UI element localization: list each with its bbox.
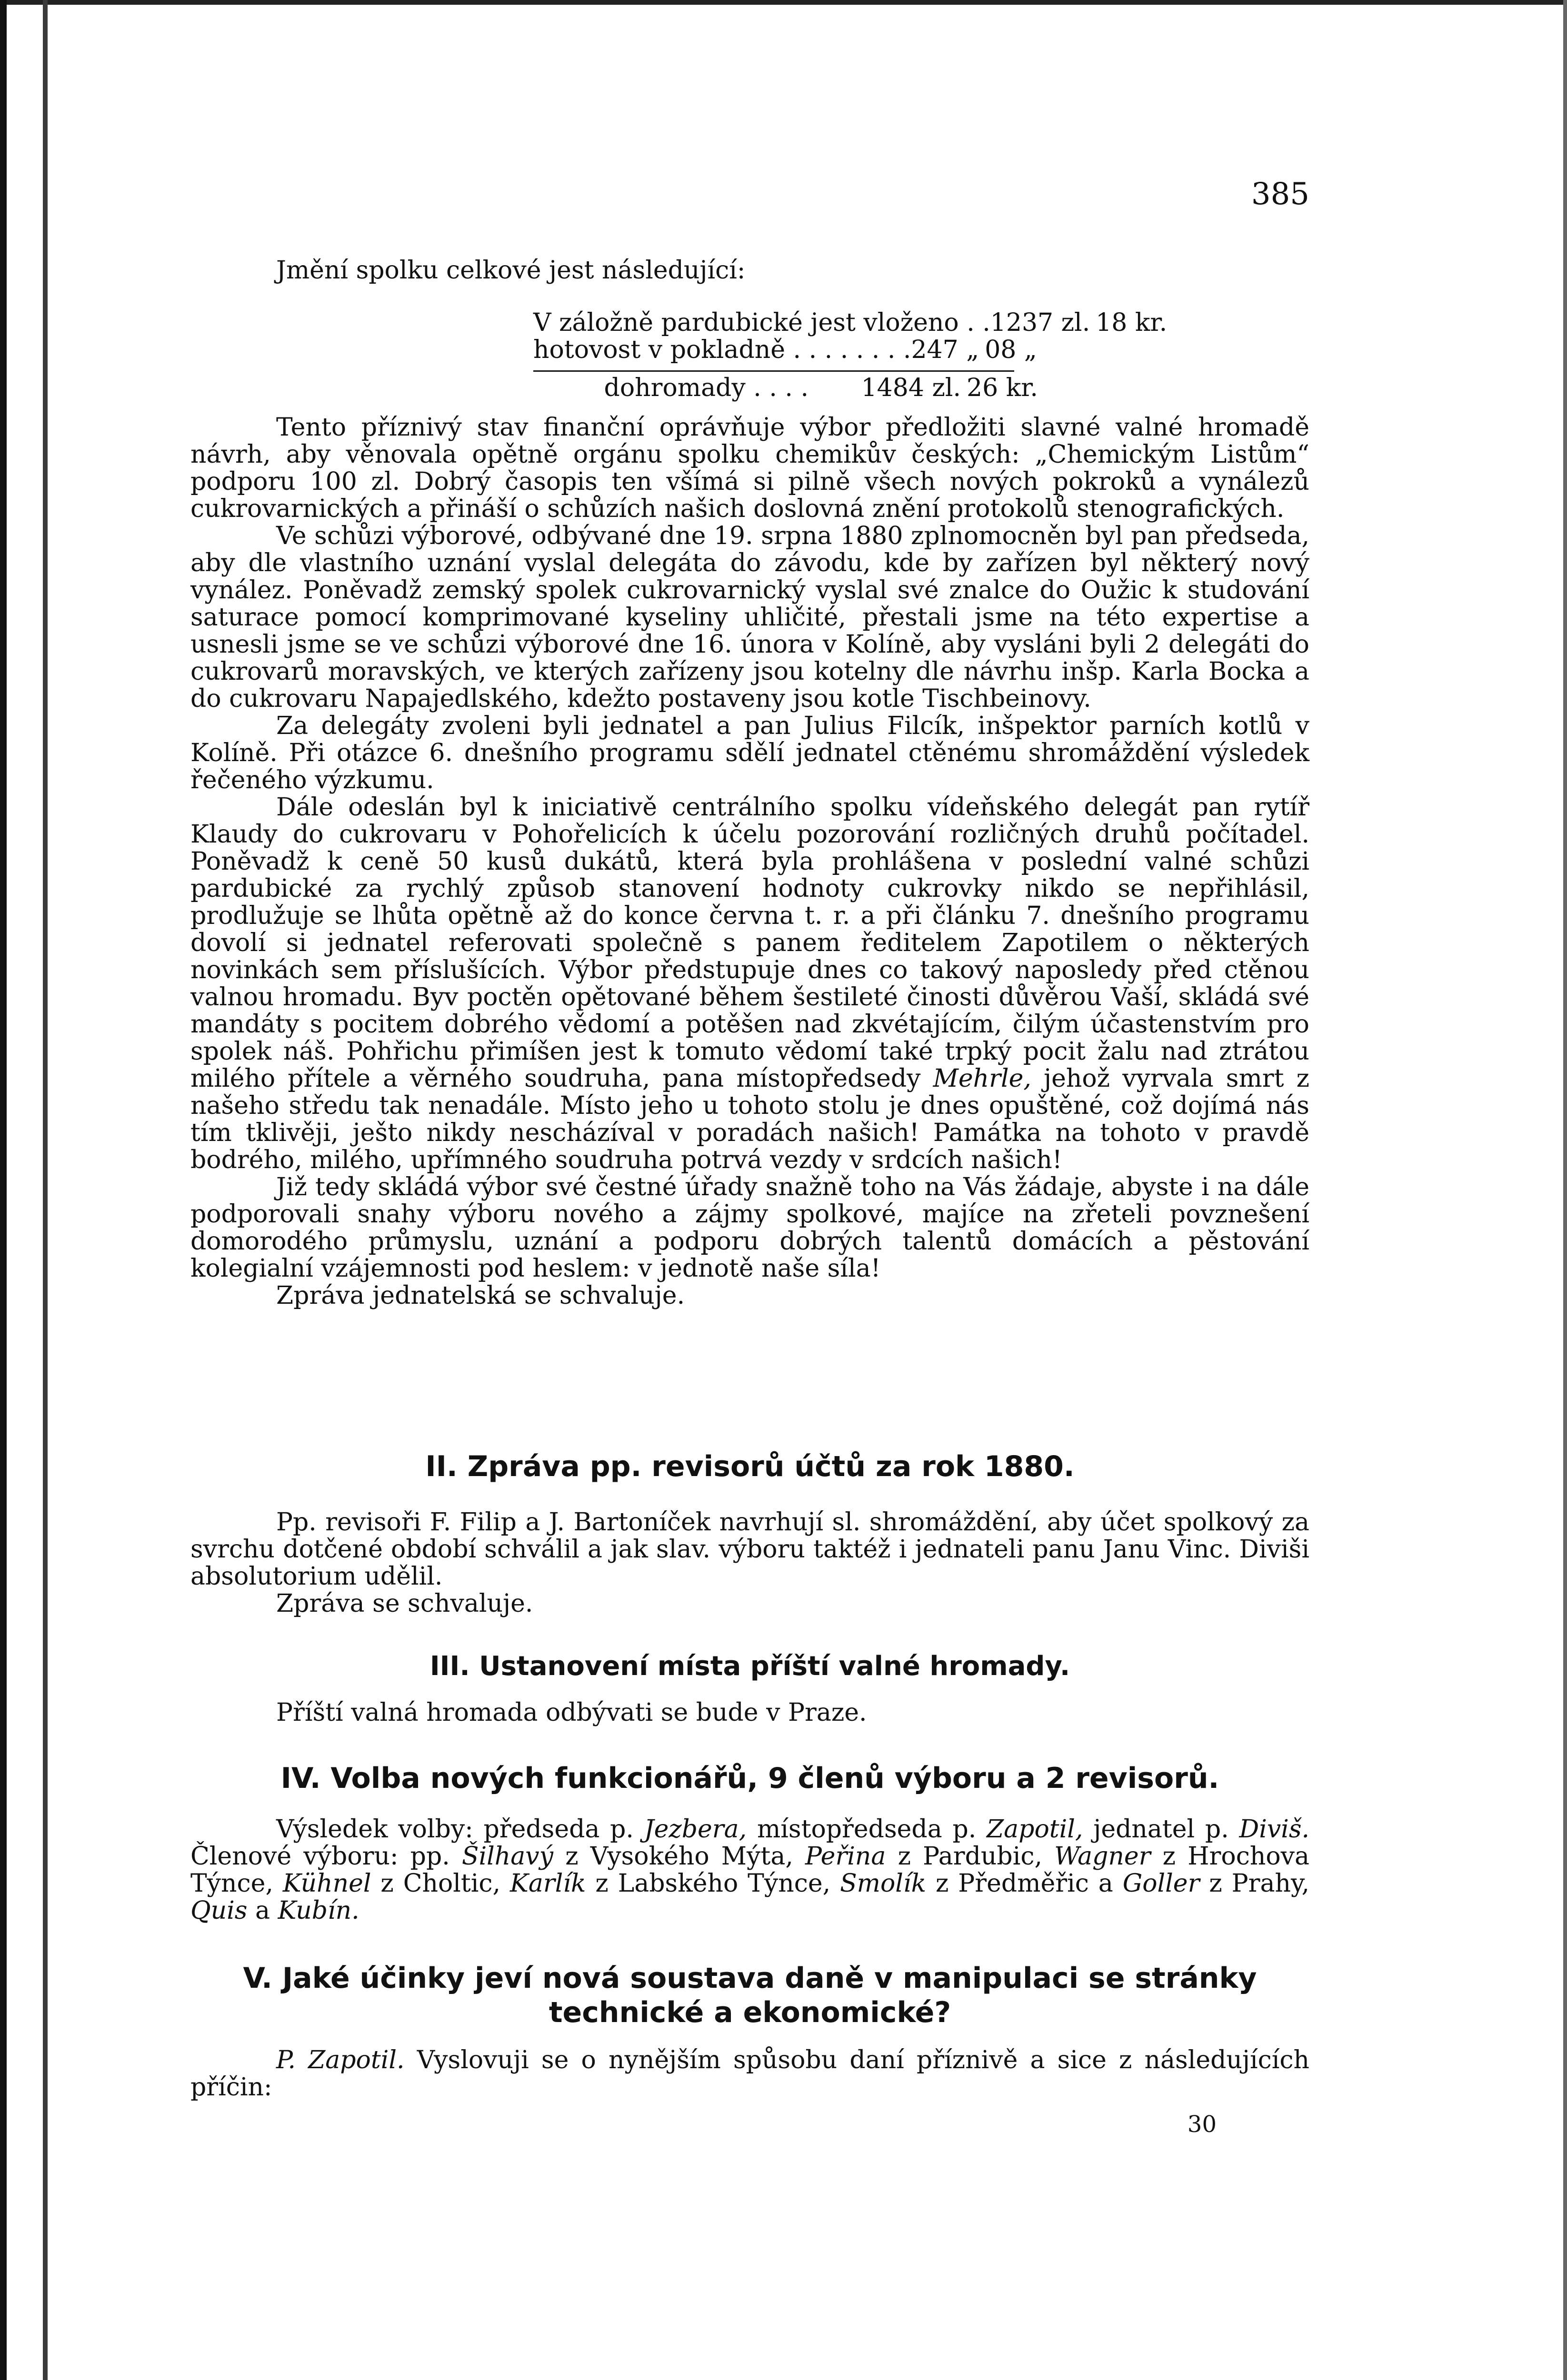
assets-row-unit: 08 „: [985, 336, 1037, 364]
section-5-body: [190, 2047, 1309, 2101]
heading-line: V. Jaké účinky jeví nová soustava daně v manipulaci se stránky: [243, 1962, 1257, 1995]
paragraph-text: z Předměřic a: [935, 1869, 1113, 1898]
assets-total-row: [533, 370, 1038, 402]
section-2-body: [190, 1509, 1309, 1617]
paragraph-text: Členové výboru: pp.: [190, 1842, 450, 1871]
paragraph-text: z Vysokého Mýta,: [565, 1842, 793, 1871]
assets-row-amount: 247 „: [911, 336, 979, 364]
person-name: Goller: [1122, 1869, 1200, 1898]
paragraph-text: jednatel p.: [1093, 1815, 1229, 1844]
paragraph: Tento příznivý stav finanční oprávňuje výbor předložiti slavné valné hromadě návrh, aby věnovala opětně orgánu spolku chemikův českých: „Chemickým Listům“ podporu 100 zl. Dobrý časopis ten všímá si pilně všech nových pokroků a vynálezů cukrovarnických a přináší o schůzích našich doslovná znění protokolů stenografických.: [190, 413, 1309, 523]
assets-total-amount: 1484 zl.: [861, 374, 961, 402]
paragraph: [190, 794, 1309, 1174]
paragraph: Zpráva jednatelská se schvaluje.: [276, 1281, 685, 1310]
paragraph: Příští valná hromada odbývati se bude v Praze.: [276, 1698, 867, 1727]
paragraph: Za delegáty zvoleni byli jednatel a pan Julius Filcík, inšpektor parních kotlů v Kolíně. Při otázce 6. dnešního programu sdělí jednatel ctěnému shromáždění výsledek řečeného výzkumu.: [190, 712, 1309, 794]
scan-edge-left: [0, 0, 7, 2380]
paragraph-text: z Hrochova Týnce,: [190, 1842, 1309, 1898]
assets-row: [533, 308, 1168, 337]
page-number: 385: [1251, 177, 1309, 212]
heading-section-2: II. Zpráva pp. revisorů účtů za rok 1880.: [425, 1450, 1075, 1483]
paragraph-text: z Choltic,: [380, 1869, 501, 1898]
paragraph-text: Výsledek volby: předseda p.: [276, 1815, 634, 1844]
paragraph: Ve schůzi výborové, odbývané dne 19. srpna 1880 zplnomocněn byl pan předseda, aby dle vlastního uznání vyslal delegáta do závodu, kde by zařízen byl některý nový vynález. Poněvadž zemský spolek cukrovarnický vyslal své znalce do Oužic k studování saturace pomocí komprimované kyseliny uhličité, přestali jsme na této expertise a usnesli jsme se ve schůzi výborové dne 16. února v Kolíně, aby vysláni byli 2 delegáti do cukrovarů moravských, ve kterých zařízeny jsou kotelny dle návrhu inšp. Karla Bocka a do cukrovaru Napajedlského, kdežto postaveny jsou kotle Tischbeinovy.: [190, 522, 1309, 713]
person-name: Peřina: [805, 1842, 886, 1871]
paragraph-text: z Pardubic,: [898, 1842, 1042, 1871]
heading-section-5: [190, 1961, 1309, 2030]
section-3-body: [190, 1699, 1309, 1726]
assets-total-unit: 26 kr.: [967, 374, 1038, 402]
paragraph: Zpráva se schvaluje.: [276, 1589, 533, 1618]
person-name: Mehrle,: [933, 1064, 1031, 1093]
person-name: Wagner: [1054, 1842, 1151, 1871]
assets-row-amount: 1237 zl.: [990, 308, 1090, 337]
signature-mark: 30: [1187, 2111, 1217, 2138]
paragraph: Již tedy skládá výbor své čestné úřady snažně toho na Vás žádaje, abyste i na dále podporovali snahy výboru nového a zájmy spolkové, majíce na zřeteli povznešení domorodého průmyslu, uznání a podporu dobrých talentů domácích a pěstování kolegialní vzájemnosti pod heslem: v jednotě naše síla!: [190, 1173, 1309, 1283]
person-name: Diviš.: [1239, 1815, 1310, 1844]
paragraph-text: místopředseda p.: [757, 1815, 977, 1844]
person-name: Šilhavý: [461, 1842, 554, 1871]
person-name: Jezbera,: [644, 1815, 747, 1844]
assets-row-unit: 18 kr.: [1096, 308, 1168, 337]
speaker-name: P. Zapotil.: [276, 2046, 405, 2074]
heading-section-4: IV. Volba nových funkcionářů, 9 členů výboru a 2 revisorů.: [280, 1762, 1219, 1795]
heading-line: technické a ekonomické?: [549, 1996, 951, 2029]
assets-intro: Jmění spolku celkové jest následující:: [276, 256, 746, 285]
scan-binding-line: [43, 0, 48, 2380]
scan-edge-top: [0, 0, 1567, 5]
paragraph-text: z Labského Týnce,: [595, 1869, 831, 1898]
paragraph-text: jehož vyrvala smrt z našeho středu tak nenadále. Místo jeho u tohoto stolu je dnes opuštěné, což dojímá nás tím tklivěji, ješto nikdy nescházíval v poradách našich! Památka na tohoto v pravdě bodrého, milého, upřímného soudruha potrvá vezdy v srdcích našich!: [190, 1064, 1309, 1174]
assets-row-label: V záložně pardubické jest vloženo . .: [533, 308, 990, 337]
paragraph: [190, 1816, 1309, 1924]
assets-total-label: dohromady . . . .: [604, 374, 808, 402]
paragraph-text: Dále odeslán byl k iniciativě centrálního spolku vídeňského delegát pan rytíř Klaudy do cukrovaru v Pohořelicích k účelu pozorování rozličných druhů počítadel. Poněvadž k ceně 50 kusů dukátů, která byla prohlášena v poslední valné schůzi pardubické za rychlý způsob stanovení hodnoty cukrovky nikdo se nepřihlásil, prodlužuje se lhůta opětně až do konce června t. r. a při článku 7. dnešního programu dovolí si jednatel referovati společně s panem ředitelem Zapotilem o některých novinkách sem příslušících. Výbor předstupuje dnes co takový naposledy před ctěnou valnou hromadu. Byv poctěn opětované během šestileté činosti důvěrou Vaší, skládá své mandáty s pocitem dobrého vědomí a potěšen nad zkvétajícím, čilým účastenstvím pro spolek náš. Pohřichu přimíšen jest k tomuto vědomí také trpký pocit žalu nad ztrátou milého přítele a věrného soudruha, pana místopředsedy: [190, 793, 1309, 1093]
person-name: Kühnel: [282, 1869, 371, 1898]
person-name: Zapotil,: [987, 1815, 1083, 1844]
assets-row-label: hotovost v pokladně . . . . . . . .: [533, 336, 911, 364]
paragraph-text: a: [255, 1896, 270, 1925]
person-name: Quis: [190, 1896, 248, 1925]
paragraph: Pp. revisoři F. Filip a J. Bartoníček navrhují sl. shromáždění, aby účet spolkový za svrchu dotčené období schválil a jak slav. výboru taktéž i jednateli panu Janu Vinc. Diviši absolutorium udělil.: [190, 1508, 1309, 1591]
person-name: Smolík: [840, 1869, 927, 1898]
scan-edge-right: [1563, 0, 1567, 2380]
assets-table: [533, 308, 1168, 402]
section-4-body: [190, 1816, 1309, 1924]
person-name: Karlík: [510, 1869, 586, 1898]
paragraph-text: Vyslovuji se o nynějším spůsobu daní příznivě a sice z následujících příčin:: [190, 2046, 1310, 2102]
paragraph-text: z Prahy,: [1209, 1869, 1309, 1898]
paragraph: [190, 2047, 1309, 2101]
assets-row: [533, 336, 1037, 364]
heading-section-3: III. Ustanovení místa příští valné hromady.: [429, 1651, 1070, 1682]
person-name: Kubín.: [278, 1896, 359, 1925]
section-1-body: [190, 414, 1309, 1309]
